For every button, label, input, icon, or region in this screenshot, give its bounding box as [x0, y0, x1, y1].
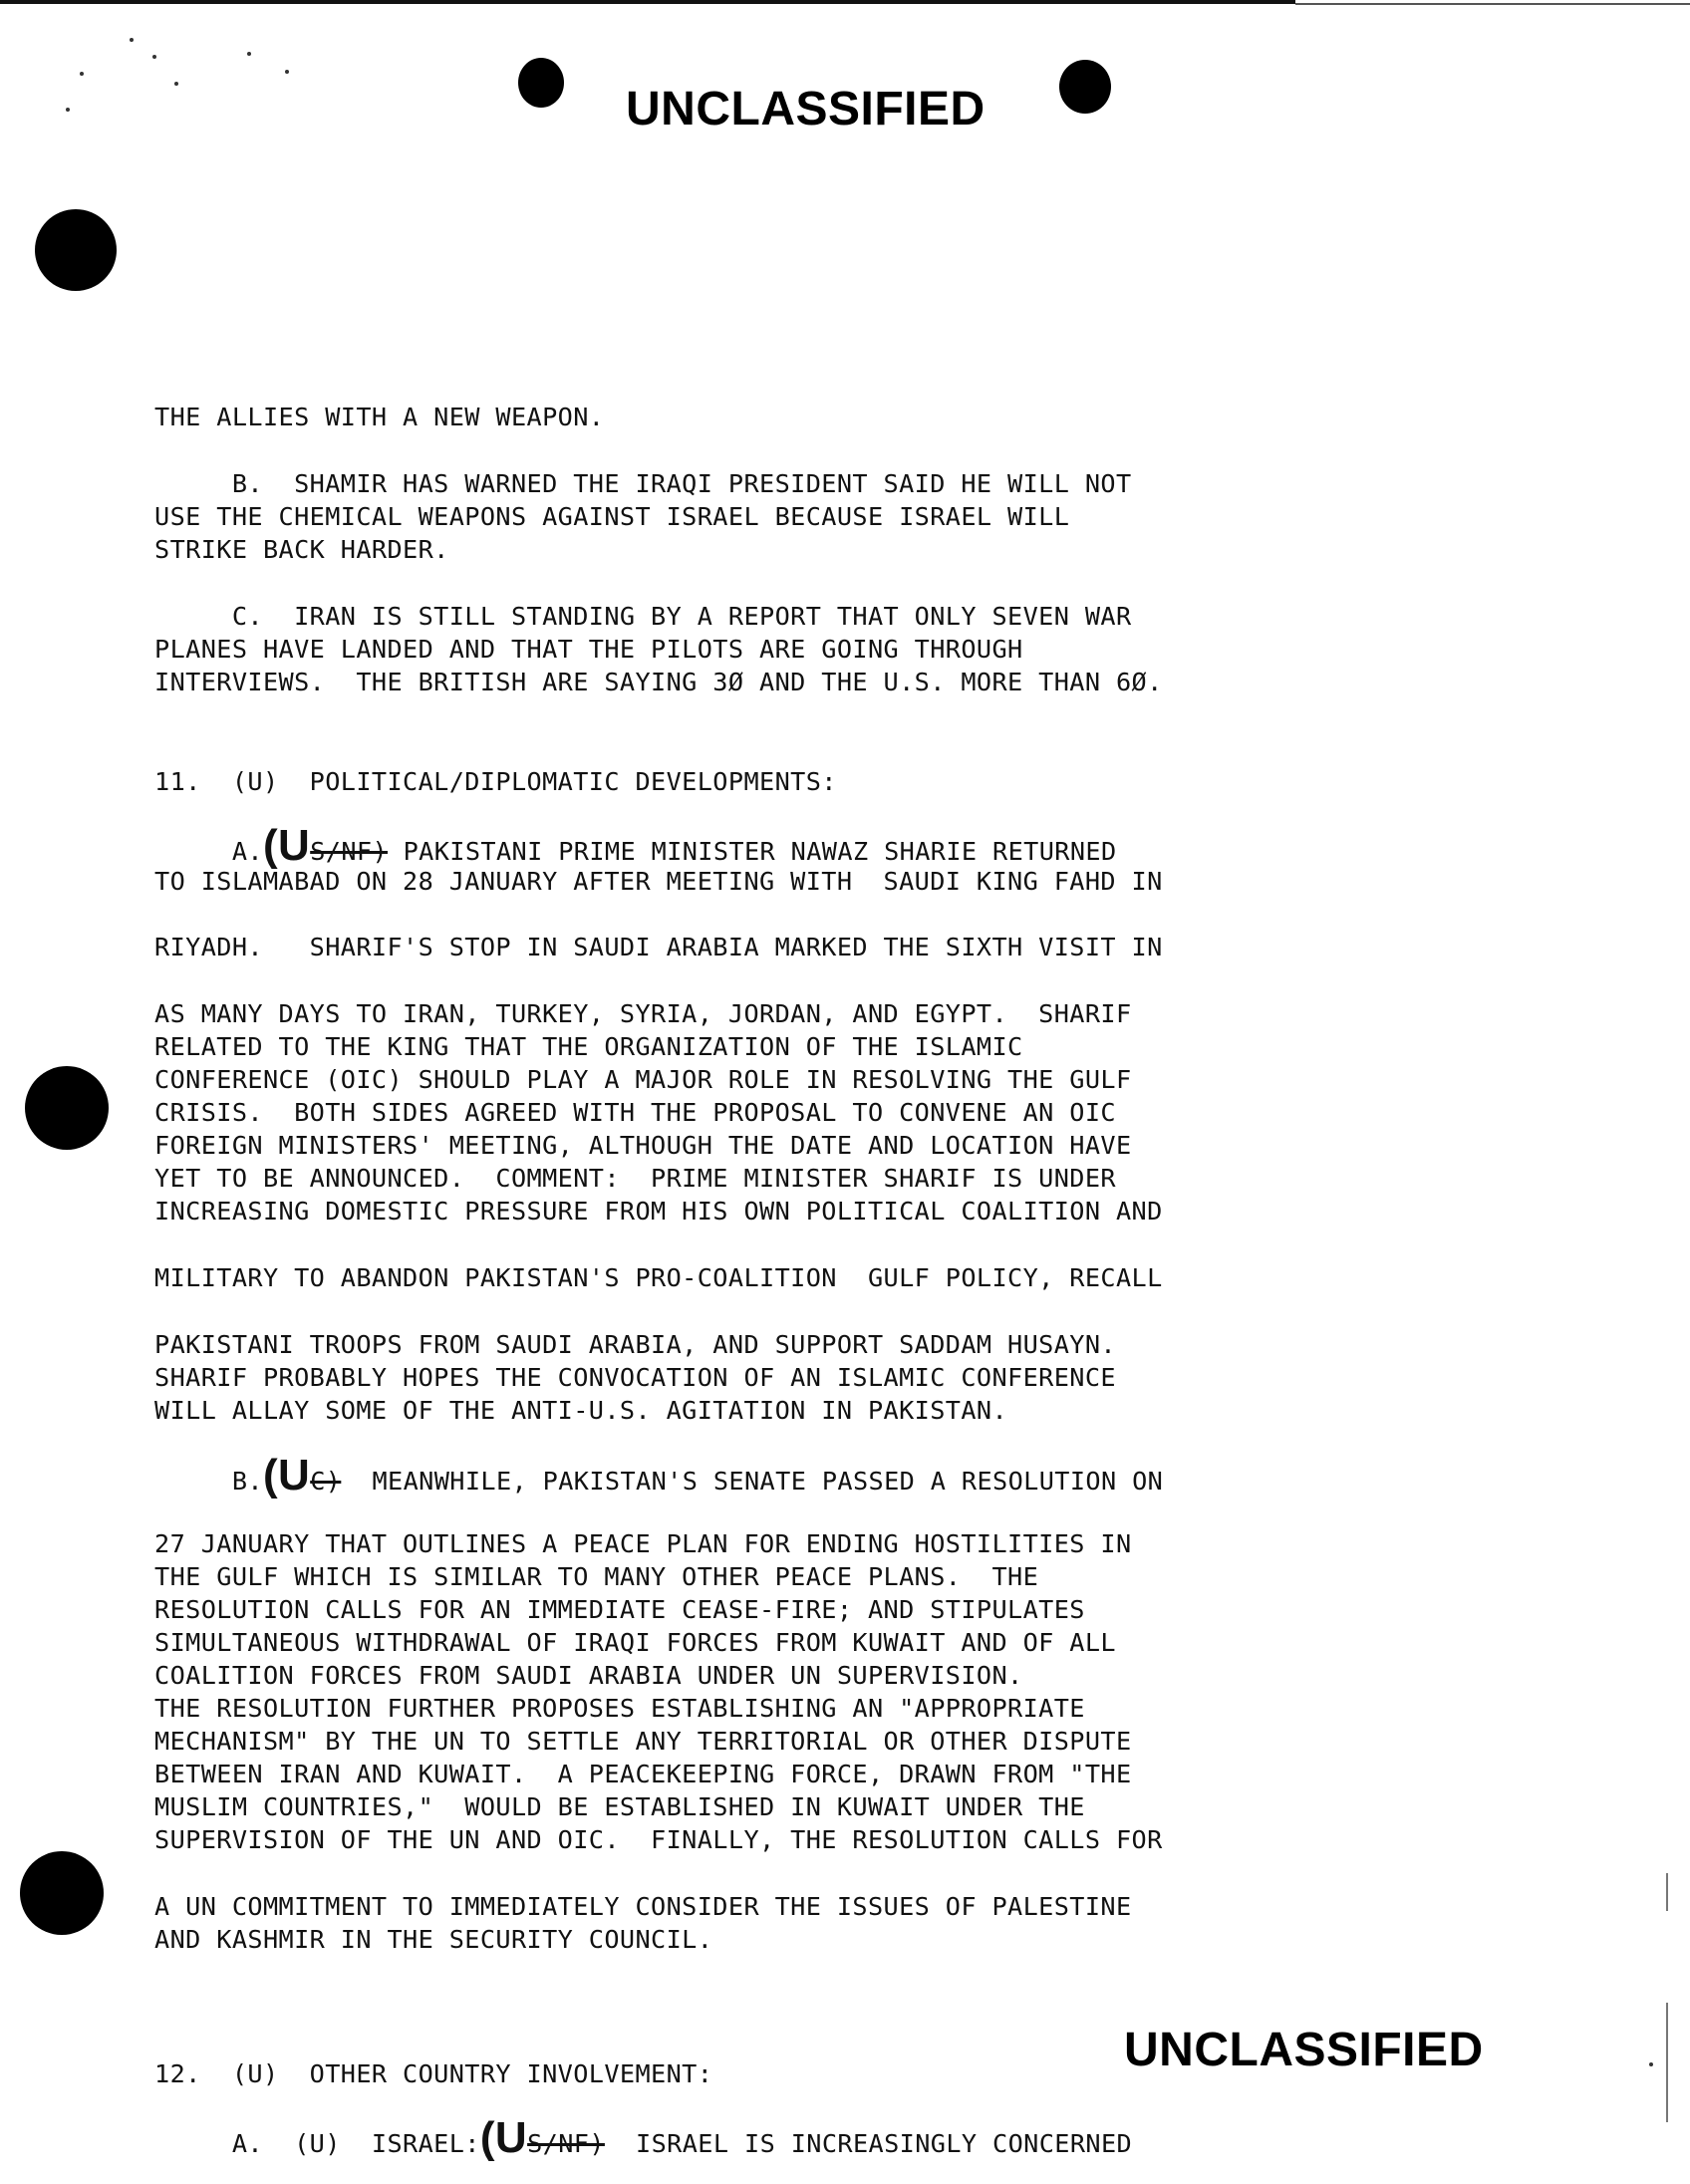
scan-speck — [130, 38, 134, 42]
body-line: FOREIGN MINISTERS' MEETING, ALTHOUGH THE DATE AND LOCATION HAVE — [154, 1131, 1132, 1160]
handwritten-classification-mark: (U — [262, 1451, 311, 1500]
scan-edge-mark — [1666, 1873, 1668, 1911]
body-line: PLANES HAVE LANDED AND THAT THE PILOTS ARE GOING THROUGH — [154, 635, 1023, 664]
scan-speck — [285, 70, 289, 74]
paragraph-label: A. (U) ISRAEL: — [154, 2129, 480, 2158]
footer-classification: UNCLASSIFIED — [1124, 2024, 1484, 2076]
header-classification: UNCLASSIFIED — [626, 83, 986, 136]
body-line: BETWEEN IRAN AND KUWAIT. A PEACEKEEPING FORCE, DRAWN FROM "THE — [154, 1760, 1132, 1788]
body-line: RIYADH. SHARIF'S STOP IN SAUDI ARABIA MARKED THE SIXTH VISIT IN — [154, 933, 1163, 961]
body-line: 27 JANUARY THAT OUTLINES A PEACE PLAN FOR ENDING HOSTILITIES IN — [154, 1529, 1132, 1558]
body-line: WILL ALLAY SOME OF THE ANTI-U.S. AGITATION IN PAKISTAN. — [154, 1396, 1008, 1425]
body-line: INTERVIEWS. THE BRITISH ARE SAYING 3Ø AND THE U.S. MORE THAN 6Ø. — [154, 668, 1163, 696]
body-line: SHARIF PROBABLY HOPES THE CONVOCATION OF AN ISLAMIC CONFERENCE — [154, 1363, 1116, 1392]
body-line: MILITARY TO ABANDON PAKISTAN'S PRO-COALITION GULF POLICY, RECALL — [154, 1263, 1163, 1292]
body-line: B. SHAMIR HAS WARNED THE IRAQI PRESIDENT SAID HE WILL NOT — [154, 469, 1132, 498]
punch-hole-left-middle — [25, 1066, 109, 1150]
paragraph-text: MEANWHILE, PAKISTAN'S SENATE PASSED A RESOLUTION ON — [341, 1467, 1164, 1496]
body-line: CRISIS. BOTH SIDES AGREED WITH THE PROPOSAL TO CONVENE AN OIC — [154, 1098, 1116, 1127]
body-line: STRIKE BACK HARDER. — [154, 535, 449, 564]
scan-speck — [80, 72, 84, 76]
body-line: INCREASING DOMESTIC PRESSURE FROM HIS OWN POLITICAL COALITION AND — [154, 1197, 1163, 1226]
scan-speck — [1649, 2062, 1653, 2066]
paragraph-a-first-line — [154, 821, 1117, 870]
body-line: THE GULF WHICH IS SIMILAR TO MANY OTHER PEACE PLANS. THE — [154, 1562, 1039, 1591]
punch-hole-left-lower — [20, 1851, 104, 1935]
paragraph-text: PAKISTANI PRIME MINISTER NAWAZ SHARIE RETURNED — [388, 837, 1117, 866]
body-line: AND KASHMIR IN THE SECURITY COUNCIL. — [154, 1925, 713, 1954]
handwritten-classification-mark: (U — [479, 2113, 528, 2162]
body-line: COALITION FORCES FROM SAUDI ARABIA UNDER UN SUPERVISION. — [154, 1661, 1023, 1690]
body-line: YET TO BE ANNOUNCED. COMMENT: PRIME MINISTER SHARIF IS UNDER — [154, 1164, 1116, 1193]
body-line: THE RESOLUTION FURTHER PROPOSES ESTABLISHING AN "APPROPRIATE — [154, 1694, 1085, 1723]
scan-speck — [247, 52, 251, 56]
struck-classification-marking: S/NF) — [310, 837, 389, 866]
body-line: TO ISLAMABAD ON 28 JANUARY AFTER MEETING WITH SAUDI KING FAHD IN — [154, 867, 1163, 896]
body-line: A UN COMMITMENT TO IMMEDIATELY CONSIDER THE ISSUES OF PALESTINE — [154, 1892, 1132, 1921]
body-line: RELATED TO THE KING THAT THE ORGANIZATION OF THE ISLAMIC — [154, 1032, 1023, 1061]
punch-hole-top-left — [518, 58, 564, 108]
scan-top-border-right — [1295, 3, 1690, 5]
scan-top-border — [0, 0, 1295, 4]
body-line: MUSLIM COUNTRIES," WOULD BE ESTABLISHED IN KUWAIT UNDER THE — [154, 1792, 1085, 1821]
body-line: PAKISTANI TROOPS FROM SAUDI ARABIA, AND SUPPORT SADDAM HUSAYN. — [154, 1330, 1116, 1359]
body-line: MECHANISM" BY THE UN TO SETTLE ANY TERRITORIAL OR OTHER DISPUTE — [154, 1727, 1132, 1756]
body-line: THE ALLIES WITH A NEW WEAPON. — [154, 403, 605, 431]
struck-classification-marking: S/NF) — [527, 2129, 605, 2158]
body-line: C. IRAN IS STILL STANDING BY A REPORT THAT ONLY SEVEN WAR — [154, 602, 1132, 631]
scan-speck — [174, 82, 178, 86]
body-line: SUPERVISION OF THE UN AND OIC. FINALLY, THE RESOLUTION CALLS FOR — [154, 1825, 1163, 1854]
paragraph-b-first-line — [154, 1451, 1164, 1500]
struck-classification-marking: C) — [310, 1467, 342, 1496]
body-line: CONFERENCE (OIC) SHOULD PLAY A MAJOR ROLE IN RESOLVING THE GULF — [154, 1065, 1132, 1094]
punch-hole-top-right — [1059, 60, 1111, 114]
paragraph-12a-first-line — [154, 2113, 1133, 2162]
scan-edge-mark — [1666, 2003, 1668, 2122]
body-line: RESOLUTION CALLS FOR AN IMMEDIATE CEASE-FIRE; AND STIPULATES — [154, 1595, 1085, 1624]
body-line: AS MANY DAYS TO IRAN, TURKEY, SYRIA, JORDAN, AND EGYPT. SHARIF — [154, 999, 1132, 1028]
body-line: SIMULTANEOUS WITHDRAWAL OF IRAQI FORCES FROM KUWAIT AND OF ALL — [154, 1628, 1116, 1657]
section-heading: 12. (U) OTHER COUNTRY INVOLVEMENT: — [154, 2059, 713, 2088]
handwritten-classification-mark: (U — [262, 821, 311, 870]
punch-hole-left-upper — [35, 209, 117, 291]
scan-speck — [152, 55, 156, 59]
section-heading: 11. (U) POLITICAL/DIPLOMATIC DEVELOPMENTS: — [154, 767, 837, 796]
paragraph-text: ISRAEL IS INCREASINGLY CONCERNED — [604, 2129, 1133, 2158]
scan-speck — [66, 108, 70, 112]
body-line: USE THE CHEMICAL WEAPONS AGAINST ISRAEL BECAUSE ISRAEL WILL — [154, 502, 1070, 531]
paragraph-label: B. — [154, 1467, 263, 1496]
paragraph-label: A. — [154, 837, 263, 866]
